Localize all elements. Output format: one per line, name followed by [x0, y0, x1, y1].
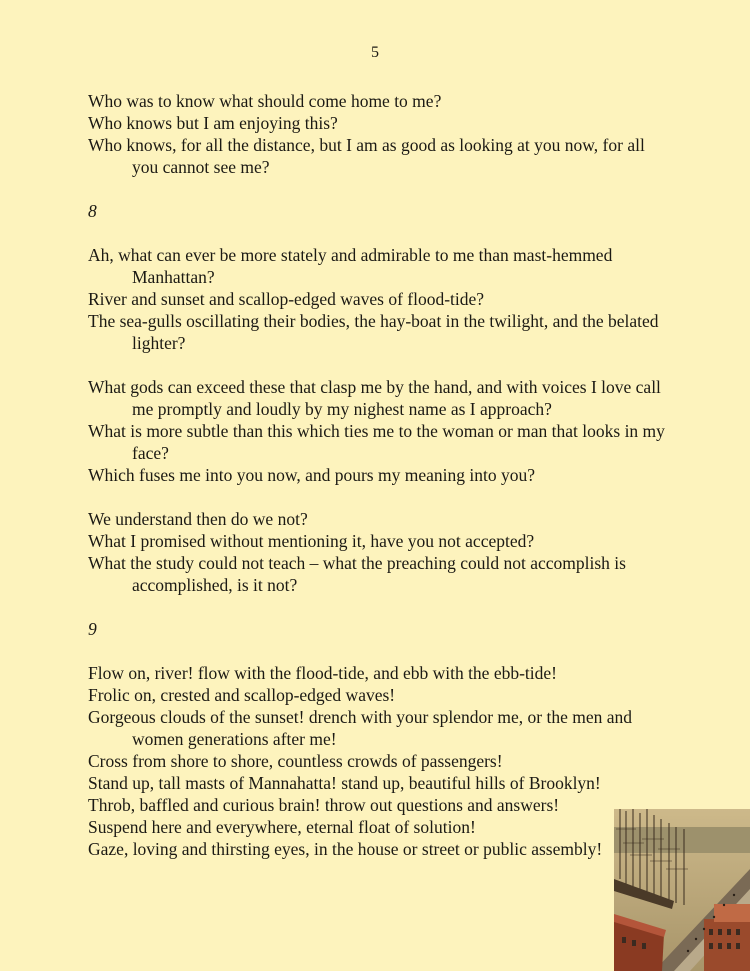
poem-line: Who knows but I am enjoying this? — [88, 113, 338, 133]
poem-line: We understand then do we not? — [88, 509, 308, 529]
poem-line: Flow on, river! flow with the flood-tide, and ebb with the ebb-tide! — [88, 663, 557, 683]
poem-line: Frolic on, crested and scallop-edged waves! — [88, 685, 396, 705]
poem-line: Stand up, tall masts of Mannahatta! stand up, beautiful hills of Brooklyn! — [88, 773, 601, 793]
poem-line: What the study could not teach – what the preaching could not accomplish is accomplished, is it not? — [88, 553, 626, 595]
poem-line: Cross from shore to shore, countless crowds of passengers! — [88, 751, 503, 771]
poem-line: What gods can exceed these that clasp me by the hand, and with voices I love call me promptly and loudly by my nighest name as I approach? — [88, 377, 661, 419]
section-number: 8 — [88, 201, 97, 221]
poem-line: River and sunset and scallop-edged waves of flood-tide? — [88, 289, 485, 309]
poem-line: What I promised without mentioning it, have you not accepted? — [88, 531, 535, 551]
stanza — [88, 376, 668, 486]
stanza — [88, 90, 668, 178]
poem-line: Ah, what can ever be more stately and admirable to me than mast-hemmed Manhattan? — [88, 245, 613, 287]
poem-text — [88, 90, 668, 882]
poem-line: Suspend here and everywhere, eternal float of solution! — [88, 817, 476, 837]
poem-line: Gaze, loving and thirsting eyes, in the house or street or public assembly! — [88, 839, 603, 859]
harbor-illustration — [614, 809, 750, 971]
stanza — [88, 662, 668, 860]
poem-line: Who was to know what should come home to me? — [88, 91, 442, 111]
poem-line: Which fuses me into you now, and pours my meaning into you? — [88, 465, 535, 485]
section-number: 9 — [88, 619, 97, 639]
stanza — [88, 244, 668, 354]
poem-line: The sea-gulls oscillating their bodies, the hay-boat in the twilight, and the belated lighter? — [88, 311, 659, 353]
stanza — [88, 508, 668, 596]
poem-line: Who knows, for all the distance, but I am as good as looking at you now, for all you cannot see me? — [88, 135, 645, 177]
poem-line: What is more subtle than this which ties me to the woman or man that looks in my face? — [88, 421, 665, 463]
poem-line: Throb, baffled and curious brain! throw out questions and answers! — [88, 795, 560, 815]
poem-line: Gorgeous clouds of the sunset! drench with your splendor me, or the men and women generations after me! — [88, 707, 633, 749]
page-number: 5 — [371, 44, 379, 61]
